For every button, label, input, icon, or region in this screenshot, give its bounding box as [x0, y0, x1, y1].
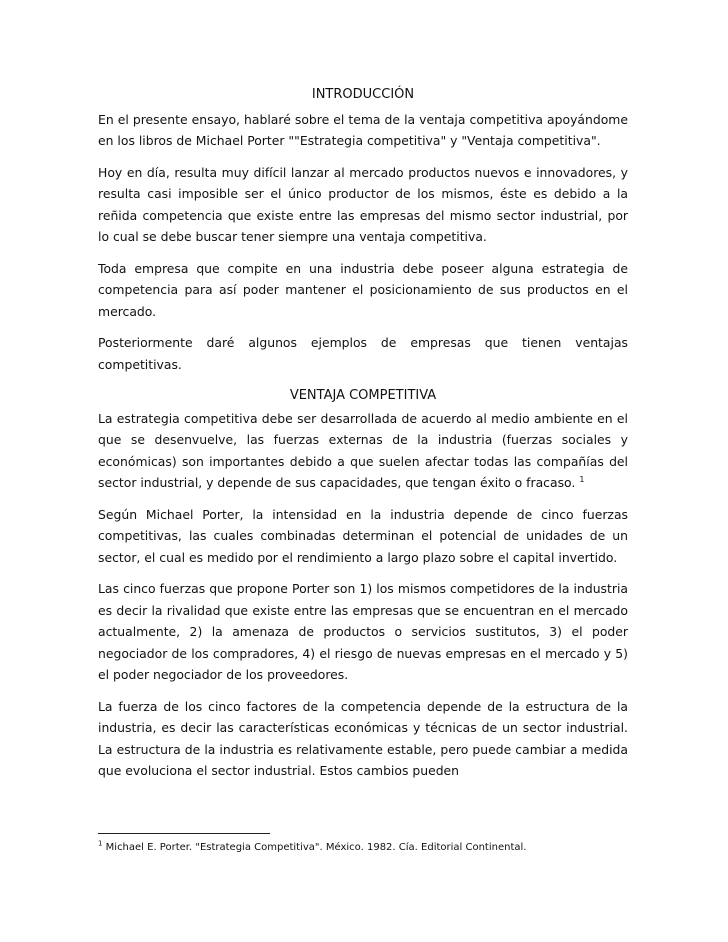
- footnote-number: 1: [98, 839, 103, 848]
- footnote-text: Michael E. Porter. "Estrategia Competitiva". México. 1982. Cía. Editorial Continental.: [105, 842, 527, 853]
- paragraph-intro-3: Toda empresa que compite en una industria debe poseer alguna estrategia de competencia para así poder mantener el posicionamiento de sus productos en el mercado.: [98, 260, 628, 319]
- paragraph-ventaja-4: La fuerza de los cinco factores de la competencia depende de la estructura de la industria, es decir las características económicas y técnicas de un sector industrial. La estructura de la industria es relativamente estable, pero puede cambiar a medida que evoluciona el sector industrial. Estos cambios pueden: [98, 698, 628, 778]
- footnote-reference[interactable]: 1: [579, 474, 585, 484]
- paragraph-intro-4: Posteriormente daré algunos ejemplos de empresas que tienen ventajas competitivas.: [98, 335, 628, 372]
- footnote-separator: [98, 833, 270, 834]
- paragraph-intro-1: En el presente ensayo, hablaré sobre el tema de la ventaja competitiva apoyándome en los libros de Michael Porter ""Estrategia competitiva" y "Ventaja competitiva".: [98, 111, 628, 148]
- footnote: [98, 841, 638, 855]
- paragraph-ventaja-2: Según Michael Porter, la intensidad en la industria depende de cinco fuerzas competitivas, las cuales combinadas determinan el potencial de unidades de un sector, el cual es medido por el rendimiento a largo plazo sobre el capital invertido.: [98, 506, 628, 565]
- heading-introduccion: INTRODUCCIÓN: [311, 87, 415, 102]
- paragraph-ventaja-3: Las cinco fuerzas que propone Porter son 1) los mismos competidores de la industria es decir la rivalidad que existe entre las empresas que se encuentran en el mercado actualmente, 2) la amenaza de productos o servicios sustitutos, 3) el poder negociador de los compradores, 4) el riesgo de nuevas empresas en el mercado y 5) el poder negociador de los proveedores.: [98, 581, 628, 682]
- paragraph-ventaja-1-text: La estrategia competitiva debe ser desarrollada de acuerdo al medio ambiente en el que se desenvuelve, las fuerzas externas de la industria (fuerzas sociales y económicas) son importantes debido a que suelen afectar todas las compañías del sector industrial, y depende de sus capacidades, que tengan éxito o fracaso.: [98, 410, 628, 490]
- document-page: [98, 84, 628, 792]
- paragraph-intro-2: Hoy en día, resulta muy difícil lanzar al mercado productos nuevos e innovadores, y resulta casi imposible ser el único productor de los mismos, éste es debido a la reñida competencia que existe entre las empresas del mismo sector industrial, por lo cual se debe buscar tener siempre una ventaja competitiva.: [98, 164, 628, 244]
- heading-ventaja-competitiva: VENTAJA COMPETITIVA: [289, 388, 437, 403]
- paragraph-ventaja-1: [98, 408, 628, 494]
